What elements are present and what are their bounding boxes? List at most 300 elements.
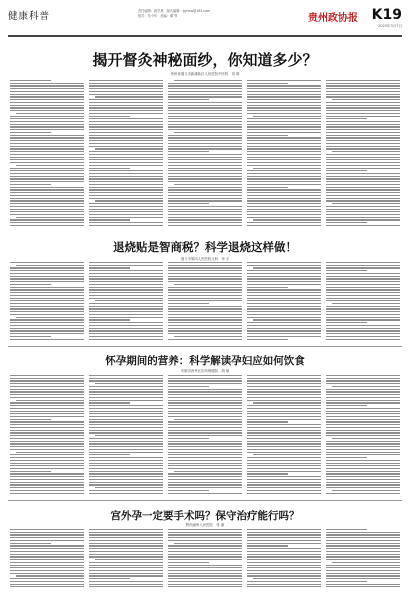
body-text-line [89, 405, 163, 406]
body-text-line [326, 408, 400, 409]
body-text-line [326, 375, 400, 376]
body-text-line [10, 336, 51, 337]
body-text-line [247, 581, 321, 582]
body-text-line [326, 137, 400, 138]
body-text-line [168, 295, 242, 296]
body-text-line [89, 336, 163, 337]
body-text-line [247, 292, 321, 293]
body-text-line [168, 397, 242, 398]
body-text-line [247, 107, 321, 108]
body-text-line [10, 394, 84, 395]
body-text-line [10, 146, 84, 147]
body-text-line [168, 151, 209, 152]
body-text-line [326, 545, 400, 546]
body-text-line [10, 273, 84, 274]
body-text-line [326, 567, 400, 568]
body-text-line [168, 267, 242, 268]
body-text-line [326, 540, 400, 541]
body-text-line [168, 333, 242, 334]
body-text-line [326, 209, 400, 210]
body-text-line [326, 482, 400, 483]
body-text-line [10, 289, 84, 290]
body-text-line [89, 159, 163, 160]
body-text-line [168, 548, 242, 549]
body-text-line [95, 559, 163, 560]
body-text-line [326, 537, 400, 538]
body-text-line [247, 308, 321, 309]
article-4-col-3 [168, 529, 242, 587]
body-text-line [10, 322, 84, 323]
body-text-line [247, 397, 321, 398]
body-text-line [247, 545, 288, 546]
body-text-line [326, 487, 400, 488]
body-text-line [10, 124, 84, 125]
body-text-line [326, 192, 400, 193]
body-text-line [247, 441, 321, 442]
body-text-line [168, 529, 242, 530]
body-text-line [247, 449, 321, 450]
body-text-line [168, 91, 242, 92]
body-text-line [10, 556, 84, 557]
body-text-line [89, 394, 163, 395]
body-text-line [89, 132, 163, 133]
body-text-line [89, 184, 163, 185]
body-text-line [326, 102, 400, 103]
body-text-line [326, 452, 400, 453]
body-text-line [10, 405, 84, 406]
body-text-line [168, 96, 242, 97]
article-4-col-1 [10, 529, 84, 587]
body-text-line [326, 468, 400, 469]
body-text-line [326, 529, 367, 530]
body-text-line [168, 457, 242, 458]
body-text-line [10, 493, 84, 494]
body-text-line [10, 187, 84, 188]
body-text-line [332, 303, 400, 304]
body-text-line [10, 225, 84, 226]
body-text-line [326, 85, 400, 86]
body-text-line [89, 284, 163, 285]
body-text-line [168, 389, 242, 390]
body-text-line [89, 408, 163, 409]
body-text-line [89, 273, 163, 274]
body-text-line [10, 487, 84, 488]
body-text-line [168, 85, 242, 86]
body-text-line [10, 559, 84, 560]
body-text-line [168, 211, 242, 212]
body-text-line [247, 330, 321, 331]
body-text-line [247, 411, 321, 412]
body-text-line [326, 383, 400, 384]
body-text-line [326, 132, 400, 133]
body-text-line [89, 162, 163, 163]
body-text-line [168, 375, 242, 376]
body-text-line [247, 187, 288, 188]
body-text-line [89, 328, 163, 329]
body-text-line [168, 88, 242, 89]
body-text-line [326, 432, 400, 433]
body-text-line [89, 287, 163, 288]
body-text-line [10, 148, 84, 149]
body-text-line [10, 554, 84, 555]
body-text-line [89, 113, 163, 114]
body-text-line [168, 402, 242, 403]
body-text-line [89, 540, 163, 541]
body-text-line [168, 308, 242, 309]
body-text-line [10, 375, 84, 376]
body-text-line [10, 457, 84, 458]
body-text-line [168, 490, 209, 491]
body-text-line [253, 219, 321, 220]
body-text-line [10, 454, 84, 455]
body-text-line [168, 265, 242, 266]
article-3-byline: 安顺市西秀区妇幼保健院 胡 敏 [180, 369, 230, 373]
body-text-line [89, 562, 163, 563]
body-text-line [247, 408, 321, 409]
body-text-line [247, 419, 321, 420]
body-text-line [168, 473, 242, 474]
body-text-line [247, 132, 321, 133]
body-text-line [10, 449, 84, 450]
body-text-line [10, 140, 84, 141]
body-text-line [89, 317, 163, 318]
article-1-col-3 [168, 80, 242, 226]
body-text-line [326, 88, 400, 89]
body-text-line [247, 336, 321, 337]
body-text-line [89, 99, 163, 100]
body-text-line [247, 543, 321, 544]
body-text-line [247, 151, 321, 152]
body-text-line [168, 581, 242, 582]
body-text-line [326, 578, 400, 579]
body-text-line [168, 281, 242, 282]
article-2-col-3 [168, 262, 242, 340]
body-text-line [326, 298, 400, 299]
body-text-line [168, 298, 242, 299]
body-text-line [326, 586, 400, 587]
body-text-line [326, 105, 400, 106]
body-text-line [89, 270, 163, 271]
body-text-line [326, 394, 400, 395]
body-text-line [326, 380, 400, 381]
body-text-line [326, 339, 400, 340]
body-text-line [326, 308, 400, 309]
body-text-line [10, 295, 84, 296]
body-text-line [10, 319, 84, 320]
body-text-line [10, 154, 84, 155]
body-text-line [247, 159, 321, 160]
body-text-line [10, 214, 84, 215]
body-text-line [10, 80, 51, 81]
body-text-line [168, 270, 242, 271]
body-text-line [168, 176, 242, 177]
body-text-line [247, 460, 321, 461]
body-text-line [10, 432, 84, 433]
body-text-line [89, 473, 163, 474]
body-text-line [10, 303, 84, 304]
body-text-line [326, 80, 400, 81]
body-text-line [168, 278, 242, 279]
body-text-line [10, 548, 84, 549]
body-text-line [253, 168, 321, 169]
issue-date: 2023年3月7日 [378, 24, 402, 28]
body-text-line [247, 276, 321, 277]
body-text-line [247, 421, 288, 422]
body-text-line [247, 173, 321, 174]
body-text-line [10, 189, 84, 190]
article-3-col-2 [89, 375, 163, 495]
body-text-line [326, 195, 400, 196]
body-text-line [168, 493, 242, 494]
body-text-line [247, 584, 321, 585]
body-text-line [10, 176, 84, 177]
body-text-line [10, 300, 84, 301]
body-text-line [10, 178, 84, 179]
body-text-line [10, 479, 84, 480]
body-text-line [10, 490, 84, 491]
body-text-line [89, 151, 163, 152]
body-text-line [247, 463, 321, 464]
body-text-line [89, 570, 163, 571]
body-text-line [247, 325, 321, 326]
body-text-line [326, 91, 400, 92]
body-text-line [95, 383, 163, 384]
body-text-line [10, 203, 84, 204]
body-text-line [326, 206, 400, 207]
body-text-line [89, 173, 163, 174]
body-text-line [89, 438, 163, 439]
body-text-line [89, 319, 130, 320]
body-text-line [247, 424, 321, 425]
body-text-line [326, 148, 400, 149]
body-text-line [326, 273, 400, 274]
body-text-line [326, 584, 400, 585]
body-text-line [247, 137, 321, 138]
body-text-line [247, 446, 321, 447]
body-text-line [10, 107, 84, 108]
body-text-line [326, 532, 400, 533]
body-text-line [174, 336, 242, 337]
body-text-line [89, 380, 163, 381]
body-text-line [89, 267, 130, 268]
body-text-line [247, 287, 288, 288]
body-text-line [168, 463, 242, 464]
body-text-line [247, 284, 321, 285]
body-text-line [168, 162, 242, 163]
body-text-line [326, 443, 400, 444]
body-text-line [89, 554, 163, 555]
body-text-line [89, 427, 163, 428]
body-text-line [89, 581, 163, 582]
body-text-line [247, 540, 321, 541]
body-text-line [247, 413, 321, 414]
article-3-col-4 [247, 375, 321, 495]
body-text-line [168, 311, 242, 312]
article-4-title: 宫外孕一定要手术吗？保守治疗能行吗？ [110, 510, 300, 522]
body-text-line [247, 551, 321, 552]
body-text-line [16, 165, 84, 166]
body-text-line [326, 559, 400, 560]
body-text-line [10, 157, 84, 158]
body-text-line [89, 330, 163, 331]
body-text-line [168, 135, 242, 136]
body-text-line [247, 438, 321, 439]
body-text-line [10, 308, 84, 309]
body-text-line [89, 476, 163, 477]
body-text-line [247, 192, 321, 193]
body-text-line [326, 187, 400, 188]
body-text-line [168, 427, 242, 428]
body-text-line [326, 397, 400, 398]
body-text-line [247, 96, 321, 97]
body-text-line [247, 468, 321, 469]
body-text-line [89, 189, 163, 190]
body-text-line [326, 427, 400, 428]
body-text-line [89, 534, 163, 535]
body-text-line [10, 484, 84, 485]
body-text-line [89, 214, 163, 215]
body-text-line [89, 178, 163, 179]
body-text-line [168, 113, 242, 114]
body-text-line [10, 545, 84, 546]
body-text-line [326, 94, 400, 95]
body-text-line [247, 178, 321, 179]
body-text-line [332, 151, 400, 152]
body-text-line [89, 170, 163, 171]
section-title: 健康科普 [8, 11, 51, 22]
body-text-line [247, 386, 321, 387]
body-text-line [89, 460, 163, 461]
body-text-line [332, 438, 400, 439]
body-text-line [89, 187, 163, 188]
body-text-line [168, 545, 242, 546]
body-text-line [89, 493, 163, 494]
body-text-line [326, 140, 400, 141]
body-text-line [10, 534, 84, 535]
body-text-line [10, 181, 84, 182]
body-text-line [247, 548, 321, 549]
article-1-byline: 贵州省遵义市新蒲新区人民医院中医科 刘 明 [170, 72, 240, 76]
body-text-line [247, 465, 321, 466]
body-text-line [168, 567, 242, 568]
body-text-line [247, 270, 321, 271]
body-text-line [247, 195, 321, 196]
body-text-line [326, 548, 400, 549]
body-text-line [89, 457, 163, 458]
body-text-line [174, 132, 242, 133]
body-text-line [326, 473, 400, 474]
body-text-line [10, 298, 84, 299]
body-text-line [168, 424, 242, 425]
body-text-line [326, 281, 400, 282]
body-text-line [10, 465, 84, 466]
body-text-line [10, 430, 84, 431]
body-text-line [168, 454, 242, 455]
body-text-line [247, 110, 321, 111]
body-text-line [10, 562, 84, 563]
article-1-col-1 [10, 80, 84, 226]
body-text-line [89, 465, 163, 466]
body-text-line [326, 419, 400, 420]
body-text-line [247, 200, 321, 201]
body-text-line [247, 430, 321, 431]
body-text-line [247, 154, 321, 155]
body-text-line [10, 446, 84, 447]
body-text-line [10, 137, 84, 138]
body-text-line [168, 400, 242, 401]
body-text-line [10, 99, 84, 100]
body-text-line [89, 80, 163, 81]
body-text-line [326, 565, 400, 566]
body-text-line [247, 140, 321, 141]
body-text-line [168, 441, 242, 442]
body-text-line [247, 391, 321, 392]
body-text-line [326, 336, 400, 337]
body-text-line [168, 314, 242, 315]
body-text-line [89, 206, 163, 207]
body-text-line [89, 543, 163, 544]
body-text-line [326, 430, 400, 431]
body-text-line [326, 262, 400, 263]
body-text-line [326, 181, 400, 182]
body-text-line [247, 129, 321, 130]
body-text-line [326, 554, 400, 555]
body-text-line [168, 94, 242, 95]
body-text-line [10, 441, 84, 442]
body-text-line [10, 267, 84, 268]
body-text-line [89, 537, 163, 538]
body-text-line [326, 405, 367, 406]
body-text-line [326, 178, 400, 179]
body-text-line [168, 121, 242, 122]
body-text-line [10, 391, 84, 392]
body-text-line [168, 192, 242, 193]
body-text-line [247, 567, 321, 568]
body-text-line [326, 465, 400, 466]
body-text-line [10, 325, 84, 326]
body-text-line [168, 540, 242, 541]
body-text-line [89, 400, 163, 401]
body-text-line [89, 416, 163, 417]
body-text-line [89, 135, 163, 136]
body-text-line [247, 85, 321, 86]
body-text-line [247, 206, 321, 207]
body-text-line [89, 203, 163, 204]
body-text-line [168, 465, 242, 466]
body-text-line [326, 463, 400, 464]
body-text-line [326, 413, 400, 414]
body-text-line [168, 438, 209, 439]
body-text-line [10, 198, 84, 199]
body-text-line [168, 443, 242, 444]
body-text-line [10, 96, 84, 97]
body-text-line [326, 493, 400, 494]
body-text-line [168, 110, 242, 111]
body-text-line [168, 317, 242, 318]
body-text-line [89, 432, 163, 433]
body-text-line [89, 192, 163, 193]
body-text-line [89, 94, 163, 95]
body-text-line [247, 479, 321, 480]
body-text-line [168, 449, 242, 450]
body-text-line [89, 168, 130, 169]
body-text-line [247, 217, 321, 218]
body-text-line [95, 487, 163, 488]
body-text-line [10, 330, 84, 331]
article-1-col-4 [247, 80, 321, 226]
body-text-line [168, 460, 242, 461]
body-text-line [89, 219, 130, 220]
